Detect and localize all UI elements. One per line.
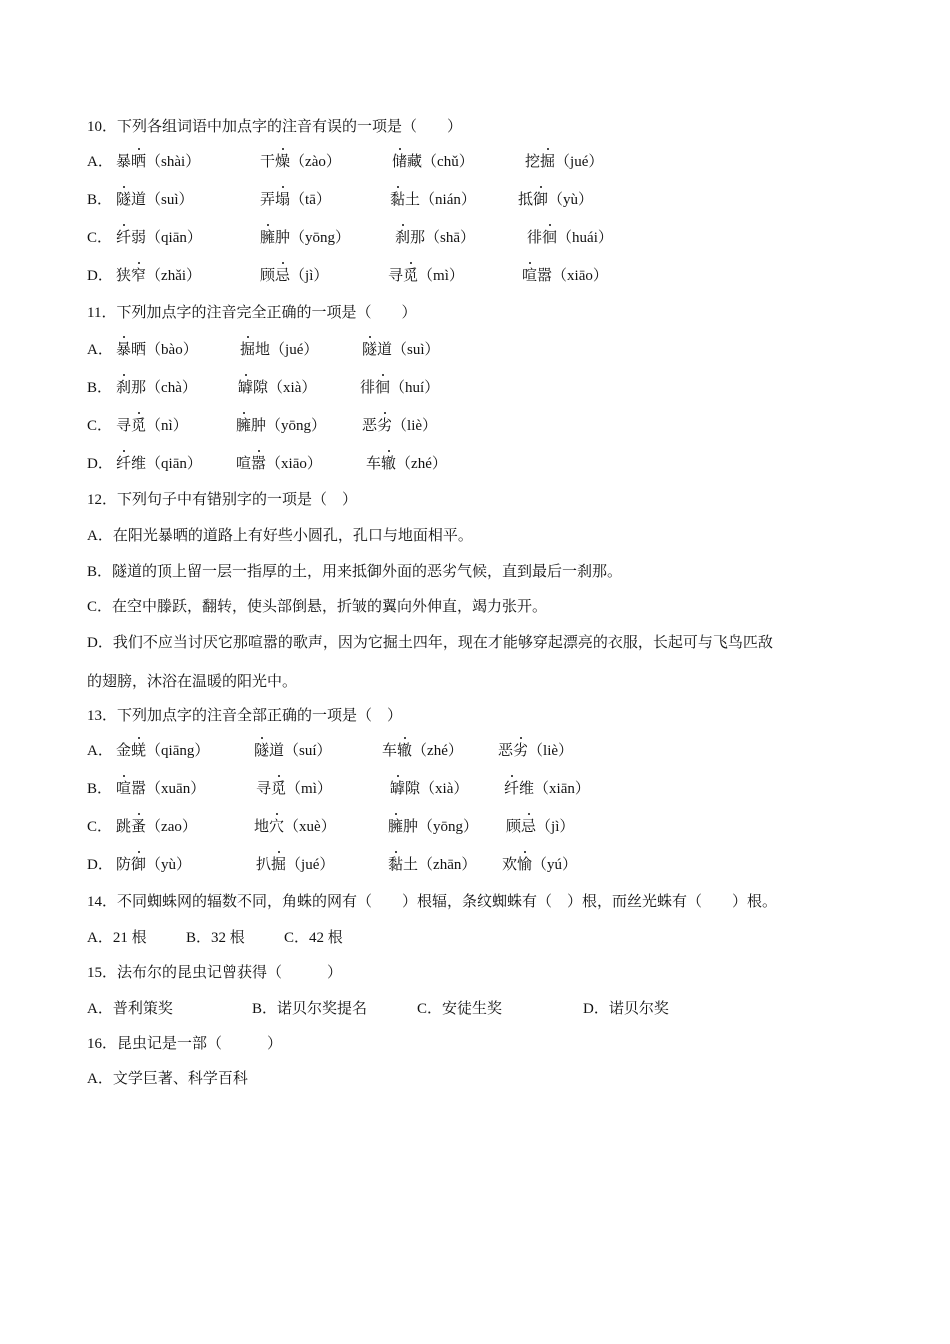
dotted-char: 辙 [397, 743, 413, 759]
pinyin: （huí） [390, 380, 440, 396]
word-prefix: 欢 [502, 857, 518, 873]
word-item [360, 378, 439, 398]
word-item [392, 152, 474, 172]
word-item [388, 266, 464, 286]
pinyin: （yōng） [266, 418, 327, 434]
word-item [390, 190, 476, 210]
question-stem: 15．法布尔的昆虫记曾获得（ ） [87, 965, 343, 981]
dotted-char: 觅 [403, 268, 419, 284]
option-text: A．文学巨著、科学百科 [87, 1071, 248, 1087]
option-label: A． [87, 342, 113, 358]
word-suffix: 道 [269, 743, 285, 759]
word-item [256, 855, 334, 875]
word-item [254, 817, 336, 837]
word-suffix: 嚣 [537, 268, 553, 284]
dotted-char: 纤 [116, 230, 132, 246]
dotted-char: 掘 [240, 342, 256, 358]
pinyin: （nì） [146, 418, 188, 434]
dotted-char: 罅 [238, 380, 254, 396]
pinyin: （tā） [290, 192, 331, 208]
dotted-char: 喧 [116, 781, 132, 797]
word-item [116, 266, 201, 286]
pinyin: （yù） [146, 857, 192, 873]
word-item [362, 340, 440, 360]
word-prefix: 顾 [260, 268, 276, 284]
word-prefix: 喧 [236, 456, 252, 472]
word-suffix: 藏 [407, 154, 423, 170]
word-prefix: 顾 [506, 819, 522, 835]
option-label: D． [87, 857, 113, 873]
word-item [527, 228, 613, 248]
question-stem: 12．下列句子中有错别字的一项是（ ） [87, 492, 358, 508]
pinyin: （chà） [146, 380, 197, 396]
dotted-char: 觅 [271, 781, 287, 797]
option-text: A．21 根 [87, 930, 147, 946]
pinyin: （jì） [290, 268, 329, 284]
word-item [254, 741, 332, 761]
option-label: C． [87, 230, 113, 246]
pinyin: （zhǎi） [146, 268, 202, 284]
word-prefix: 干 [260, 154, 276, 170]
word-prefix: 恶 [498, 743, 514, 759]
pinyin: （xiāo） [266, 456, 322, 472]
dotted-char: 纤 [504, 781, 520, 797]
word-suffix: 道 [131, 192, 147, 208]
dotted-char: 忌 [275, 268, 291, 284]
word-prefix: 暴 [116, 154, 132, 170]
word-item [116, 817, 197, 837]
dotted-char: 喧 [522, 268, 538, 284]
word-suffix: 晒 [131, 342, 147, 358]
word-suffix: 肿 [251, 418, 267, 434]
pinyin: （suí） [284, 743, 332, 759]
word-prefix: 寻 [388, 268, 404, 284]
word-prefix: 扒 [256, 857, 272, 873]
dotted-char: 掘 [271, 857, 287, 873]
word-item [116, 779, 205, 799]
word-item [260, 228, 350, 248]
word-item [502, 855, 577, 875]
dotted-char: 隧 [254, 743, 270, 759]
dotted-char: 刹 [116, 380, 132, 396]
pinyin: （suì） [146, 192, 194, 208]
word-item [116, 190, 194, 210]
option-text: A．普利策奖 [87, 1001, 173, 1017]
pinyin: （qiān） [146, 230, 202, 246]
pinyin: （zhé） [412, 743, 463, 759]
pinyin: （xuè） [284, 819, 336, 835]
word-item [116, 741, 209, 761]
pinyin: （chǔ） [422, 154, 474, 170]
pinyin: （shā） [425, 230, 476, 246]
word-suffix: 那 [410, 230, 426, 246]
pinyin: （zhān） [418, 857, 477, 873]
pinyin: （xuān） [146, 781, 206, 797]
word-item [116, 855, 191, 875]
word-item [498, 741, 573, 761]
option-text: B．隧道的顶上留一层一指厚的土，用来抵御外面的恶劣气候，直到最后一刹那。 [87, 564, 623, 580]
word-item [395, 228, 475, 248]
pinyin: （yù） [548, 192, 594, 208]
word-item [362, 416, 437, 436]
pinyin: （xiān） [534, 781, 590, 797]
pinyin: （bào） [146, 342, 198, 358]
word-suffix: 肿 [275, 230, 291, 246]
word-item [260, 152, 341, 172]
dotted-char: 刹 [395, 230, 411, 246]
word-prefix: 地 [254, 819, 270, 835]
word-item [256, 779, 332, 799]
pinyin: （jué） [286, 857, 335, 873]
pinyin: （liè） [392, 418, 438, 434]
pinyin: （mì） [418, 268, 464, 284]
word-item [116, 228, 202, 248]
pinyin: （zao） [146, 819, 197, 835]
word-suffix: 地 [255, 342, 271, 358]
word-item [116, 416, 188, 436]
word-item [388, 855, 476, 875]
dotted-char: 掘 [540, 154, 556, 170]
option-text: B．诺贝尔奖提名 [252, 1001, 368, 1017]
word-suffix: 维 [131, 456, 147, 472]
word-item [260, 266, 328, 286]
pinyin: （jué） [270, 342, 319, 358]
dotted-char: 臃 [236, 418, 252, 434]
option-text: D．诺贝尔奖 [583, 1001, 669, 1017]
dotted-char: 燥 [275, 154, 291, 170]
word-item [522, 266, 608, 286]
pinyin: （huái） [557, 230, 613, 246]
dotted-char: 蜣 [131, 743, 147, 759]
word-suffix: 那 [131, 380, 147, 396]
option-label: C． [87, 418, 113, 434]
word-prefix: 金 [116, 743, 132, 759]
option-text: B．32 根 [186, 930, 245, 946]
word-item [260, 190, 331, 210]
dotted-char: 暴 [116, 342, 132, 358]
word-prefix: 车 [382, 743, 398, 759]
word-suffix: 隙 [405, 781, 421, 797]
pinyin: （xiāo） [552, 268, 608, 284]
pinyin: （yōng） [290, 230, 351, 246]
word-item [240, 340, 318, 360]
option-label: B． [87, 192, 113, 208]
dotted-char: 黏 [388, 857, 404, 873]
word-item [116, 152, 200, 172]
pinyin: （nián） [420, 192, 476, 208]
option-text: C．42 根 [284, 930, 343, 946]
word-suffix: 土 [405, 192, 421, 208]
pinyin: （zào） [290, 154, 341, 170]
word-prefix: 防 [116, 857, 132, 873]
dotted-char: 晒 [131, 154, 147, 170]
word-suffix: 弱 [131, 230, 147, 246]
word-item [388, 817, 478, 837]
pinyin: （liè） [528, 743, 574, 759]
option-label: D． [87, 456, 113, 472]
word-item [518, 190, 593, 210]
word-item [116, 454, 202, 474]
dotted-char: 劣 [513, 743, 529, 759]
dotted-char: 隧 [362, 342, 378, 358]
question-stem: 10．下列各组词语中加点字的注音有误的一项是（ ） [87, 119, 463, 135]
word-suffix: 土 [403, 857, 419, 873]
pinyin: （shài） [146, 154, 201, 170]
dotted-char: 忌 [521, 819, 537, 835]
option-text: C．在空中滕跃，翻转，使头部倒悬，折皱的翼向外伸直，竭力张开。 [87, 599, 548, 615]
option-text: C．安徒生奖 [417, 1001, 503, 1017]
pinyin: （qiān） [146, 456, 202, 472]
dotted-char: 劣 [377, 418, 393, 434]
dotted-char: 黏 [390, 192, 406, 208]
dotted-char: 臃 [260, 230, 276, 246]
option-label: C． [87, 819, 113, 835]
pinyin: （xià） [268, 380, 317, 396]
dotted-char: 嚣 [251, 456, 267, 472]
question-stem: 16．昆虫记是一部（ ） [87, 1036, 283, 1052]
word-item [116, 340, 198, 360]
word-prefix: 寻 [116, 418, 132, 434]
word-suffix: 维 [519, 781, 535, 797]
pinyin: （yōng） [418, 819, 479, 835]
pinyin: （xià） [420, 781, 469, 797]
pinyin: （jué） [555, 154, 604, 170]
dotted-char: 愉 [517, 857, 533, 873]
word-item [382, 741, 463, 761]
word-prefix: 狭 [116, 268, 132, 284]
question-stem: 11．下列加点字的注音完全正确的一项是（ ） [87, 305, 417, 321]
pinyin: （qiāng） [146, 743, 210, 759]
word-prefix: 挖 [525, 154, 541, 170]
option-text: D．我们不应当讨厌它那喧嚣的歌声，因为它掘土四年，现在才能够穿起漂亮的衣服，长起可与飞鸟匹敌 [87, 635, 773, 651]
option-text: A．在阳光暴晒的道路上有好些小圆孔，孔口与地面相平。 [87, 528, 473, 544]
pinyin: （mì） [286, 781, 332, 797]
word-item [390, 779, 468, 799]
word-suffix: 嚣 [131, 781, 147, 797]
word-prefix: 徘 [360, 380, 376, 396]
word-item [238, 378, 316, 398]
word-prefix: 抵 [518, 192, 534, 208]
pinyin: （yú） [532, 857, 578, 873]
word-prefix: 恶 [362, 418, 378, 434]
word-prefix: 跳 [116, 819, 132, 835]
dotted-char: 御 [533, 192, 549, 208]
pinyin: （zhé） [396, 456, 447, 472]
dotted-char: 辙 [381, 456, 397, 472]
word-prefix: 寻 [256, 781, 272, 797]
word-item [366, 454, 447, 474]
word-item [236, 416, 326, 436]
word-item [236, 454, 322, 474]
option-label: B． [87, 781, 113, 797]
dotted-char: 罅 [390, 781, 406, 797]
question-stem: 14．不同蜘蛛网的辐数不同，角蛛的网有（ ）根辐，条纹蜘蛛有（ ）根，而丝光蛛有（ ）根。 [87, 894, 778, 910]
dotted-char: 隧 [116, 192, 132, 208]
option-label: B． [87, 380, 113, 396]
word-item [506, 817, 574, 837]
pinyin: （suì） [392, 342, 440, 358]
word-suffix: 隙 [253, 380, 269, 396]
dotted-char: 徊 [375, 380, 391, 396]
dotted-char: 窄 [131, 268, 147, 284]
word-item [504, 779, 590, 799]
dotted-char: 觅 [131, 418, 147, 434]
dotted-char: 塌 [275, 192, 291, 208]
word-suffix: 道 [377, 342, 393, 358]
option-text: 的翅膀，沐浴在温暖的阳光中。 [87, 674, 298, 690]
dotted-char: 徊 [542, 230, 558, 246]
option-label: D． [87, 268, 113, 284]
question-stem: 13．下列加点字的注音全部正确的一项是（ ） [87, 708, 403, 724]
option-label: A． [87, 743, 113, 759]
word-prefix: 车 [366, 456, 382, 472]
dotted-char: 储 [392, 154, 408, 170]
option-label: A． [87, 154, 113, 170]
word-suffix: 肿 [403, 819, 419, 835]
dotted-char: 臃 [388, 819, 404, 835]
word-prefix: 弄 [260, 192, 276, 208]
pinyin: （jì） [536, 819, 575, 835]
dotted-char: 御 [131, 857, 147, 873]
word-item [525, 152, 603, 172]
dotted-char: 纤 [116, 456, 132, 472]
dotted-char: 蚤 [131, 819, 147, 835]
word-prefix: 徘 [527, 230, 543, 246]
dotted-char: 穴 [269, 819, 285, 835]
word-item [116, 378, 197, 398]
